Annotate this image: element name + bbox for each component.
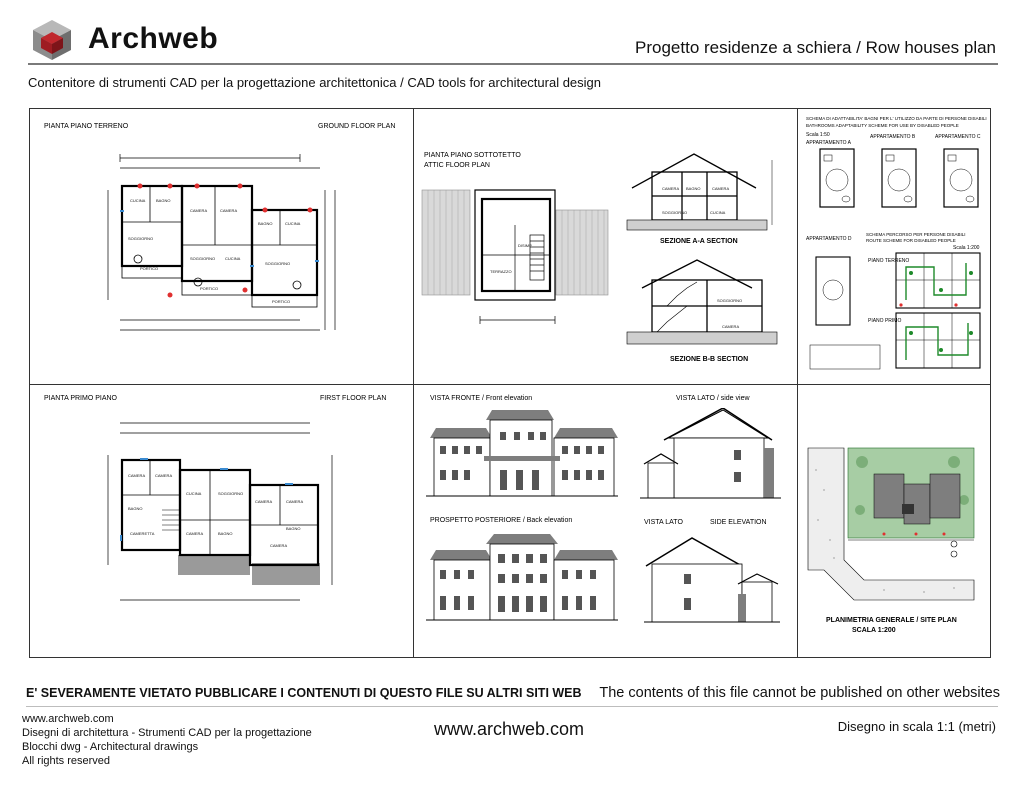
room-label: BAGNO xyxy=(156,198,171,203)
ground-floor-label-it: PIANTA PIANO TERRENO xyxy=(44,123,129,130)
room-label: CAMERA xyxy=(662,186,680,191)
apt-d-label: APPARTAMENTO D xyxy=(806,236,852,242)
room-label: CUCINA xyxy=(225,256,241,261)
accessibility-title-en: BATHROOMS ADAPTABILITY SCHEME FOR USE BY DISABLED PEOPLE xyxy=(806,123,959,128)
footer-line-2: Disegni di architettura - Strumenti CAD per la progettazione xyxy=(22,727,312,739)
header-divider xyxy=(28,63,998,65)
room-label: CAMERA xyxy=(128,473,146,478)
room-label: BAGNO xyxy=(128,506,143,511)
apt-b-label: APPARTAMENTO B xyxy=(870,134,916,140)
room-label: BAGNO xyxy=(258,221,273,226)
section-aa-drawing xyxy=(622,140,787,235)
footer-url[interactable]: www.archweb.com xyxy=(434,719,585,739)
room-label: SOGGIORNO xyxy=(128,236,154,241)
site-plan-scale: SCALA 1:200 xyxy=(852,627,896,634)
section-bb-label: SEZIONE B-B SECTION xyxy=(670,356,749,363)
bathroom-schemes xyxy=(806,145,984,225)
section-aa-label: SEZIONE A-A SECTION xyxy=(660,238,738,245)
room-label: CUCINA xyxy=(130,198,146,203)
piano-terreno-label: PIANO TERRENO xyxy=(868,258,910,264)
attic-label-it: PIANTA PIANO SOTTOTETTO xyxy=(424,152,521,159)
room-label: BAGNO xyxy=(686,186,701,191)
back-elevation-label: PROSPETTO POSTERIORE / Back elevation xyxy=(430,517,573,524)
room-label: CUCINA xyxy=(186,491,202,496)
route-scale: Scala 1:200 xyxy=(953,245,980,251)
drawing-scale-note: Disegno in scala 1:1 (metri) xyxy=(837,719,996,734)
archweb-logo-icon xyxy=(30,18,74,62)
footer-divider xyxy=(26,706,998,707)
piano-primo-label: PIANO PRIMO xyxy=(868,318,902,324)
ground-floor-label-en: GROUND FLOOR PLAN xyxy=(318,123,396,130)
attic-floor-plan xyxy=(420,185,615,335)
first-floor-plan xyxy=(100,415,350,610)
accessibility-title-it: SCHEMA DI ADATTABILITA' BAGNI PER L' UTILIZZO DA PARTE DI PERSONE DISABILI xyxy=(806,116,987,121)
side-elevation-label-it: VISTA LATO xyxy=(644,519,683,526)
room-label: CAMERA xyxy=(186,531,204,536)
brand-name: Archweb xyxy=(88,22,219,55)
room-label: CAMERA xyxy=(220,208,238,213)
room-label: TERRAZZO xyxy=(490,269,512,274)
route-title-it: SCHEMA PERCORSO PER PERSONE DISABILI xyxy=(866,232,966,237)
page-subtitle: Contenitore di strumenti CAD per la progettazione architettonica / CAD tools for architectural design xyxy=(28,75,602,90)
site-plan-drawing xyxy=(804,440,984,610)
room-label: CAMERA xyxy=(270,543,288,548)
room-label: CAMERA xyxy=(255,499,273,504)
side-view-label: VISTA LATO / side view xyxy=(676,395,750,402)
sheet-divider-v2 xyxy=(797,108,798,658)
footer-line-3: Blocchi dwg - Architectural drawings xyxy=(22,741,199,753)
first-floor-label-en: FIRST FLOOR PLAN xyxy=(320,395,387,402)
room-label: SOGGIORNO xyxy=(717,298,743,303)
footer-site-link[interactable]: www.archweb.com xyxy=(22,713,114,725)
front-elevation-drawing xyxy=(422,408,622,503)
copyright-warning-it: E' SEVERAMENTE VIETATO PUBBLICARE I CONTENUTI DI QUESTO FILE SU ALTRI SITI WEB xyxy=(26,686,582,700)
room-label: SOGGIORNO xyxy=(662,210,688,215)
room-label: DISIMP. xyxy=(518,243,533,248)
section-bb-drawing xyxy=(622,250,787,350)
side-elevation-label-en: SIDE ELEVATION xyxy=(710,519,767,526)
sheet-divider-h xyxy=(29,384,991,385)
room-label: CAMERA xyxy=(712,186,730,191)
page-title: Progetto residenze a schiera / Row houses plan xyxy=(635,38,996,57)
room-label: BAGNO xyxy=(218,531,233,536)
room-label: CAMERA xyxy=(155,473,173,478)
apt-c-label: APPARTAMENTO C xyxy=(935,134,981,140)
room-label: CUCINA xyxy=(285,221,301,226)
footer-line-4: All rights reserved xyxy=(22,755,111,767)
sheet-divider-v1 xyxy=(413,108,414,658)
room-label: SOGGIORNO xyxy=(218,491,244,496)
attic-label-en: ATTIC FLOOR PLAN xyxy=(424,162,490,169)
room-label: CAMERA xyxy=(190,208,208,213)
ground-floor-plan xyxy=(100,150,350,345)
room-label: PORTICO xyxy=(200,286,219,291)
room-label: PORTICO xyxy=(272,299,291,304)
back-elevation-drawing xyxy=(422,530,622,625)
first-floor-label-it: PIANTA PRIMO PIANO xyxy=(44,395,117,402)
room-label: SOGGIORNO xyxy=(265,261,291,266)
front-elevation-label: VISTA FRONTE / Front elevation xyxy=(430,395,533,402)
footer-info xyxy=(22,712,312,768)
room-label: CAMERETTA xyxy=(130,531,155,536)
copyright-warning-en: The contents of this file cannot be published on other websites xyxy=(599,685,1000,701)
route-title-en: ROUTE SCHEME FOR DISABLED PEOPLE xyxy=(866,238,956,243)
room-label: CAMERA xyxy=(286,499,304,504)
side-elevation-drawing xyxy=(642,532,782,627)
room-label: CUCINA xyxy=(710,210,726,215)
disabled-route-plans xyxy=(806,245,984,375)
side-view-drawing xyxy=(638,408,783,503)
room-label: PORTICO xyxy=(140,266,159,271)
site-plan-label: PLANIMETRIA GENERALE / SITE PLAN xyxy=(826,617,957,624)
room-label: SOGGIORNO xyxy=(190,256,216,261)
accessibility-scale: Scala 1:50 xyxy=(806,132,830,138)
apt-a-label: APPARTAMENTO A xyxy=(806,140,851,146)
room-label: CAMERA xyxy=(722,324,740,329)
room-label: BAGNO xyxy=(286,526,301,531)
